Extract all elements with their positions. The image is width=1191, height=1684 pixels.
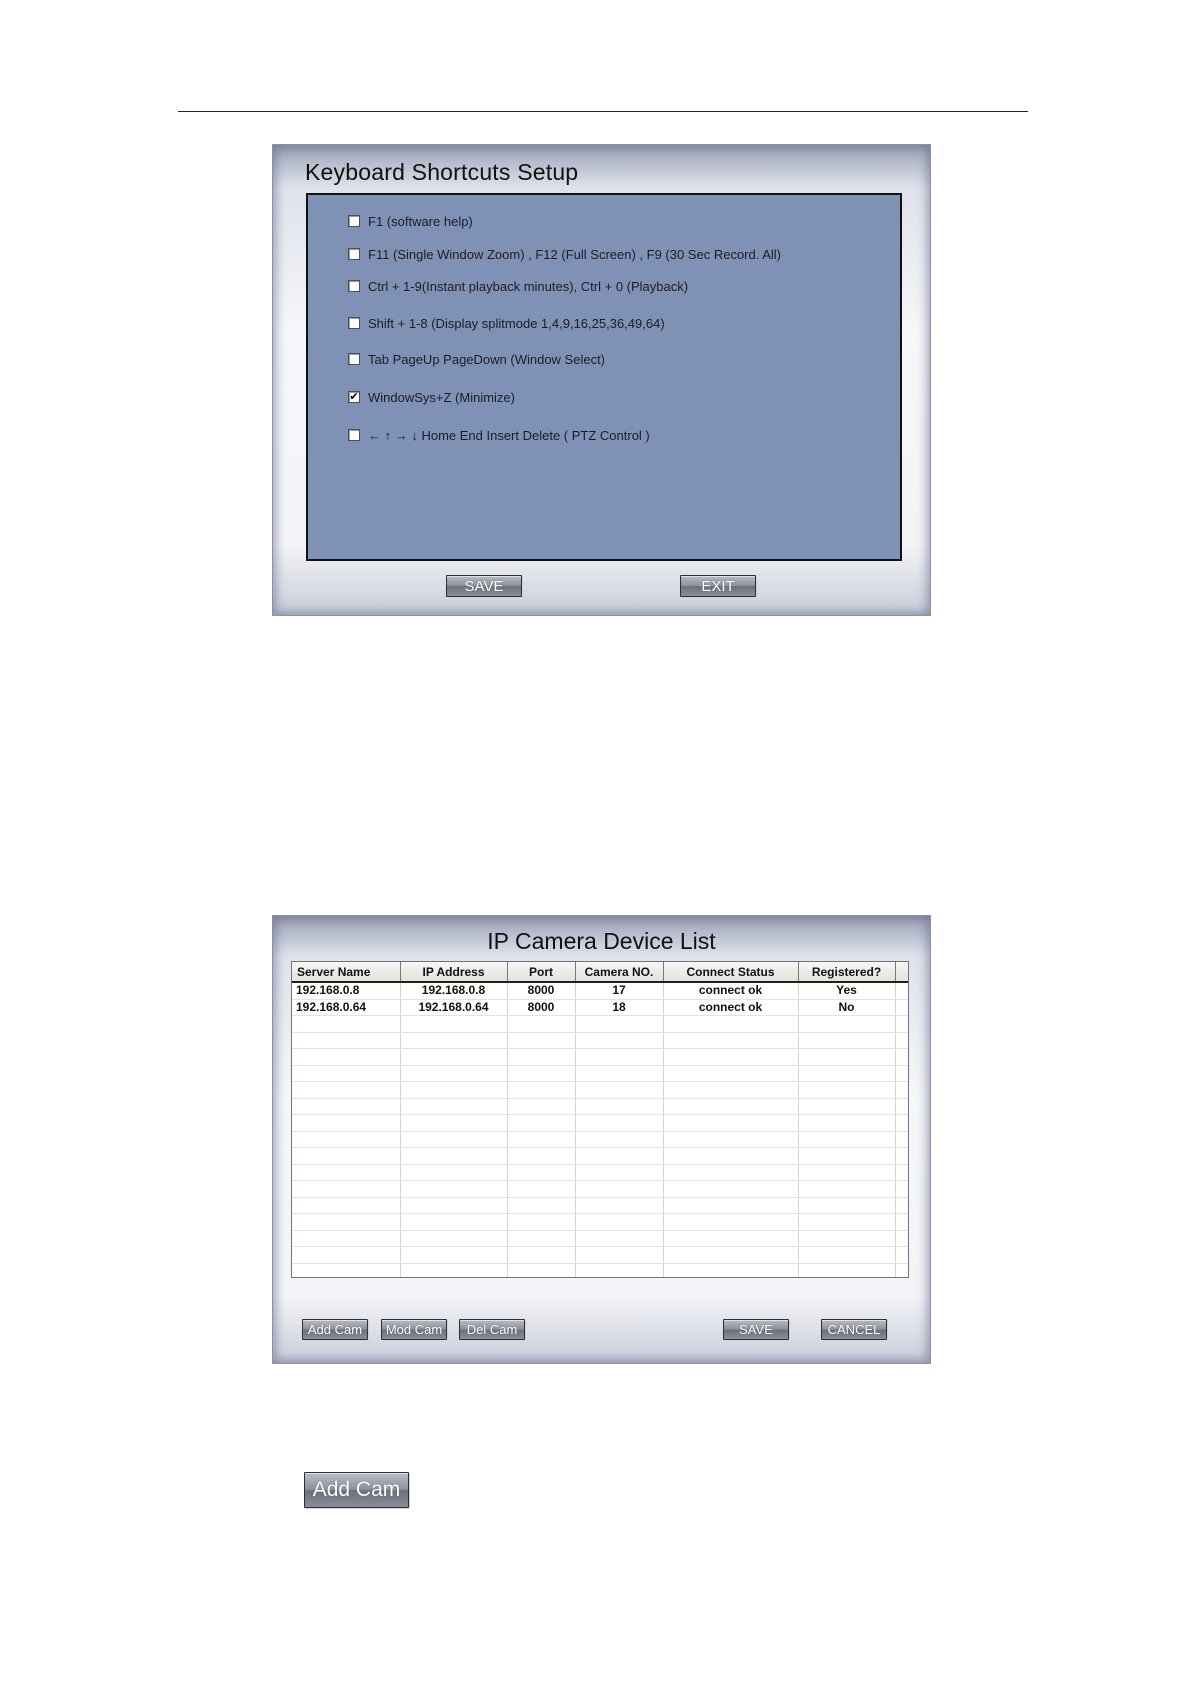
table-cell: [575, 1016, 663, 1033]
table-cell: [895, 1181, 909, 1198]
table-cell: [575, 1082, 663, 1099]
table-cell: No: [798, 999, 895, 1016]
table-cell: [798, 1082, 895, 1099]
table-cell: [507, 1049, 575, 1066]
table-cell: Yes: [798, 982, 895, 999]
table-cell: [575, 1164, 663, 1181]
table-cell: [798, 1049, 895, 1066]
shortcut-option[interactable]: [348, 277, 688, 295]
table-cell: [400, 1197, 507, 1214]
table-cell: 8000: [507, 999, 575, 1016]
table-cell: [292, 1263, 400, 1278]
table-cell: [507, 1164, 575, 1181]
table-cell: [798, 1197, 895, 1214]
table-cell: [663, 1131, 798, 1148]
table-row-empty: [292, 1263, 909, 1278]
dialog-title: IP Camera Device List: [487, 928, 716, 954]
table-cell: [895, 1098, 909, 1115]
table-row[interactable]: [292, 982, 909, 999]
table-row-empty: [292, 1049, 909, 1066]
table-row-empty: [292, 1181, 909, 1198]
table-cell: [575, 1230, 663, 1247]
table-cell: [400, 1230, 507, 1247]
add-cam-button[interactable]: Add Cam: [302, 1319, 368, 1340]
page-header-rule: [178, 111, 1028, 112]
table-cell: [507, 1247, 575, 1264]
table-cell: [507, 1065, 575, 1082]
table-row-empty: [292, 1131, 909, 1148]
table-cell: [575, 1131, 663, 1148]
table-cell: 192.168.0.64: [292, 999, 400, 1016]
table-cell: [798, 1214, 895, 1231]
table-cell: [575, 1247, 663, 1264]
table-cell: [400, 1049, 507, 1066]
table-cell: [400, 1247, 507, 1264]
table-cell: [292, 1115, 400, 1132]
table-cell: [663, 1148, 798, 1165]
shortcut-label: WindowSys+Z (Minimize): [368, 389, 515, 405]
table-cell: [507, 1181, 575, 1198]
table-cell: [798, 1181, 895, 1198]
column-header[interactable]: Registered?: [798, 962, 895, 982]
table-cell: 18: [575, 999, 663, 1016]
ip-camera-device-list-dialog: [272, 915, 931, 1364]
table-cell: [663, 1098, 798, 1115]
table-cell: [575, 1065, 663, 1082]
table-cell: [292, 1230, 400, 1247]
del-cam-button[interactable]: Del Cam: [459, 1319, 525, 1340]
shortcut-option[interactable]: [348, 388, 515, 406]
table-cell: [663, 1016, 798, 1033]
table-cell: [507, 1098, 575, 1115]
camera-device-table[interactable]: [291, 961, 909, 1278]
table-cell: [507, 1131, 575, 1148]
table-cell: [895, 1247, 909, 1264]
table-cell: [400, 1164, 507, 1181]
table-cell: [895, 1082, 909, 1099]
table-cell: [507, 1082, 575, 1099]
table-cell: [798, 1131, 895, 1148]
column-header[interactable]: Camera NO.: [575, 962, 663, 982]
table-cell: [507, 1016, 575, 1033]
table-cell: [575, 1115, 663, 1132]
table-cell: [895, 1230, 909, 1247]
table-cell: [798, 1016, 895, 1033]
table-cell: [507, 1197, 575, 1214]
table-cell: [292, 1164, 400, 1181]
table-cell: [798, 1247, 895, 1264]
table-cell: [400, 1148, 507, 1165]
table-cell: [895, 1115, 909, 1132]
table-cell: [663, 1181, 798, 1198]
shortcut-checkbox[interactable]: [348, 248, 360, 260]
table-cell-filler: [895, 999, 909, 1016]
table-cell: [400, 1181, 507, 1198]
table-row-empty: [292, 1065, 909, 1082]
table-row-empty: [292, 1164, 909, 1181]
table-cell: [663, 1197, 798, 1214]
mod-cam-button[interactable]: Mod Cam: [381, 1319, 447, 1340]
table-cell: [400, 1098, 507, 1115]
table-cell-filler: [895, 982, 909, 999]
shortcut-checkbox[interactable]: [348, 317, 360, 329]
table-cell: [575, 1049, 663, 1066]
shortcut-label: Shift + 1-8 (Display splitmode 1,4,9,16,25,36,49,64): [368, 315, 665, 331]
table-cell: [292, 1214, 400, 1231]
table-cell: [798, 1065, 895, 1082]
shortcut-checkbox[interactable]: ✔: [349, 390, 359, 403]
table-cell: [400, 1016, 507, 1033]
table-cell: [400, 1082, 507, 1099]
table-cell: [663, 1082, 798, 1099]
table-cell: [895, 1263, 909, 1278]
shortcut-option[interactable]: [348, 426, 650, 444]
table-cell: [292, 1016, 400, 1033]
table-row-empty: [292, 1214, 909, 1231]
table-cell: [292, 1197, 400, 1214]
table-cell: [798, 1115, 895, 1132]
table-cell: [575, 1148, 663, 1165]
column-header[interactable]: Port: [507, 962, 575, 982]
table-cell: [400, 1263, 507, 1278]
table-cell: 192.168.0.8: [292, 982, 400, 999]
shortcut-checkbox[interactable]: [348, 215, 360, 227]
table-cell: [895, 1148, 909, 1165]
shortcut-option[interactable]: [348, 314, 665, 332]
column-header[interactable]: Server Name: [292, 962, 400, 982]
table-cell: [507, 1115, 575, 1132]
table-cell: 8000: [507, 982, 575, 999]
table-cell: [798, 1164, 895, 1181]
table-cell: [798, 1230, 895, 1247]
table-header-row: [292, 962, 909, 982]
table-cell: [798, 1032, 895, 1049]
column-header[interactable]: IP Address: [400, 962, 507, 982]
table-cell: [400, 1214, 507, 1231]
table-cell: [400, 1032, 507, 1049]
table-cell: [507, 1148, 575, 1165]
table-row-empty: [292, 1148, 909, 1165]
shortcut-label: F1 (software help): [368, 213, 473, 229]
table-cell: connect ok: [663, 982, 798, 999]
table-cell: [292, 1049, 400, 1066]
add-cam-button-large[interactable]: Add Cam: [304, 1472, 409, 1508]
table-cell: [895, 1016, 909, 1033]
table-row-empty: [292, 1016, 909, 1033]
column-header[interactable]: Connect Status: [663, 962, 798, 982]
table-cell: [663, 1065, 798, 1082]
table-cell: [575, 1214, 663, 1231]
table-row[interactable]: [292, 999, 909, 1016]
table-cell: [575, 1032, 663, 1049]
table-cell: [400, 1131, 507, 1148]
table-cell: [400, 1115, 507, 1132]
table-cell: [663, 1115, 798, 1132]
shortcut-checkbox[interactable]: [348, 280, 360, 292]
table-cell: [663, 1032, 798, 1049]
table-cell: [798, 1148, 895, 1165]
cancel-button[interactable]: CANCEL: [821, 1319, 887, 1340]
shortcut-option[interactable]: [348, 212, 473, 230]
table-row-empty: [292, 1197, 909, 1214]
table-cell: [663, 1230, 798, 1247]
save-button[interactable]: SAVE: [723, 1319, 789, 1340]
table-cell: [895, 1065, 909, 1082]
exit-button[interactable]: EXIT: [680, 575, 756, 597]
table-cell: [575, 1181, 663, 1198]
table-cell: [292, 1247, 400, 1264]
table-cell: [507, 1214, 575, 1231]
table-cell: [575, 1197, 663, 1214]
table-cell: [575, 1098, 663, 1115]
table-row-empty: [292, 1032, 909, 1049]
shortcut-label: F11 (Single Window Zoom) , F12 (Full Screen) , F9 (30 Sec Record. All): [368, 246, 782, 262]
table-cell: [798, 1263, 895, 1278]
table-cell: [895, 1032, 909, 1049]
table-cell: [292, 1131, 400, 1148]
shortcut-label: ← ↑ → ↓ Home End Insert Delete ( PTZ Control ): [368, 427, 650, 443]
shortcut-checkbox[interactable]: [348, 353, 360, 365]
table-cell: [575, 1263, 663, 1278]
table-cell: [895, 1197, 909, 1214]
table-cell: [663, 1214, 798, 1231]
table-cell: [663, 1247, 798, 1264]
column-header-filler: [895, 962, 909, 982]
shortcut-label: Tab PageUp PageDown (Window Select): [368, 351, 606, 367]
table-row-empty: [292, 1115, 909, 1132]
shortcut-label: Ctrl + 1-9(Instant playback minutes), Ctrl + 0 (Playback): [368, 278, 689, 294]
table-cell: 192.168.0.8: [400, 982, 507, 999]
table-row-empty: [292, 1098, 909, 1115]
table-cell: [507, 1032, 575, 1049]
table-cell: 17: [575, 982, 663, 999]
table-cell: [292, 1148, 400, 1165]
table-cell: [895, 1164, 909, 1181]
table-cell: connect ok: [663, 999, 798, 1016]
table-cell: [292, 1181, 400, 1198]
shortcuts-panel: [306, 193, 902, 561]
shortcut-checkbox[interactable]: [348, 429, 360, 441]
table-cell: [507, 1230, 575, 1247]
dialog-title: Keyboard Shortcuts Setup: [305, 159, 579, 185]
table-cell: [292, 1098, 400, 1115]
save-button[interactable]: SAVE: [446, 575, 522, 597]
table-cell: [895, 1131, 909, 1148]
table-cell: [400, 1065, 507, 1082]
table-cell: [292, 1032, 400, 1049]
keyboard-shortcuts-dialog: [272, 144, 931, 616]
shortcut-option[interactable]: [348, 350, 605, 368]
table-cell: [663, 1049, 798, 1066]
table-cell: [895, 1049, 909, 1066]
table-row-empty: [292, 1247, 909, 1264]
table-row-empty: [292, 1230, 909, 1247]
table-cell: [663, 1263, 798, 1278]
table-cell: [507, 1263, 575, 1278]
table-cell: [292, 1082, 400, 1099]
shortcut-option[interactable]: [348, 245, 781, 263]
table-cell: 192.168.0.64: [400, 999, 507, 1016]
table-cell: [798, 1098, 895, 1115]
table-row-empty: [292, 1082, 909, 1099]
table-cell: [663, 1164, 798, 1181]
table-cell: [292, 1065, 400, 1082]
table-cell: [895, 1214, 909, 1231]
